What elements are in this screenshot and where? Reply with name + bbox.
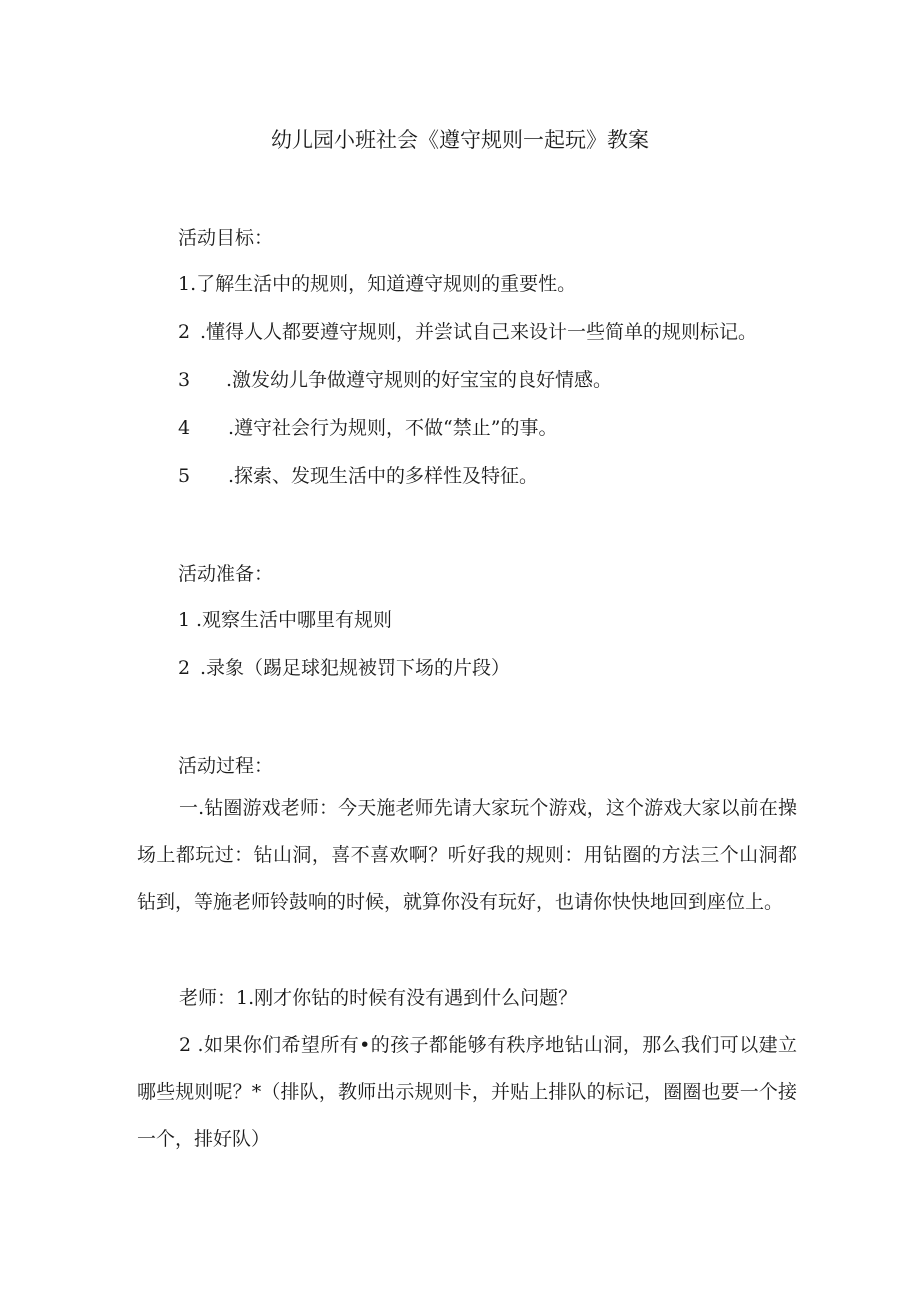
goal-text: .懂得人人都要遵守规则，并尝试自己来设计一些简单的规则标记。 (200, 321, 758, 343)
goal-number: 1. (178, 273, 197, 295)
process-heading: 活动过程： (178, 755, 274, 777)
preparation-text: .录象（踢足球犯规被罚下场的片段） (200, 657, 511, 679)
preparation-text: .观察生活中哪里有规则 (196, 609, 393, 631)
document-title: 幼儿园小班社会《遵守规则一起玩》教案 (271, 128, 649, 152)
preparation-number: 2 (178, 657, 191, 679)
goal-item-4 (178, 414, 557, 442)
goal-number: 5 (178, 465, 191, 487)
goal-item-2 (178, 318, 757, 346)
preparation-item-1 (178, 606, 392, 634)
goal-item-1 (178, 270, 576, 298)
goal-item-3 (178, 366, 612, 394)
goal-text: .激发幼儿争做遵守规则的好宝宝的良好情感。 (226, 369, 613, 391)
process-paragraph-2: 老师：1.刚才你钻的时候有没有遇到什么问题？ (179, 987, 578, 1009)
preparation-item-2 (178, 654, 510, 682)
goal-text: .探索、发现生活中的多样性及特征。 (228, 465, 539, 487)
preparation-heading: 活动准备： (178, 563, 274, 585)
goal-item-5 (178, 462, 538, 490)
goals-heading: 活动目标： (178, 227, 274, 249)
goal-number: 4 (178, 417, 191, 439)
process-paragraph-3: 2 .如果你们希望所有•的孩子都能够有秩序地钻山洞，那么我们可以建立哪些规则呢？*（排队，教师出示规则卡，并贴上排队的标记，圈圈也要一个接一个，排好队） (137, 1034, 797, 1150)
goal-text: 了解生活中的规则，知道遵守规则的重要性。 (196, 273, 577, 295)
preparation-number: 1 (178, 609, 191, 631)
goal-text: .遵守社会行为规则，不做“禁止”的事。 (228, 417, 558, 439)
process-paragraph-1: 一.钻圈游戏老师：今天施老师先请大家玩个游戏，这个游戏大家以前在操场上都玩过：钻山洞，喜不喜欢啊？听好我的规则：用钻圈的方法三个山洞都钻到，等施老师铃鼓响的时候，就算你没有玩好，也请你快快地回到座位上。 (137, 797, 797, 913)
goal-number: 2 (178, 321, 191, 343)
goal-number: 3 (178, 369, 191, 391)
